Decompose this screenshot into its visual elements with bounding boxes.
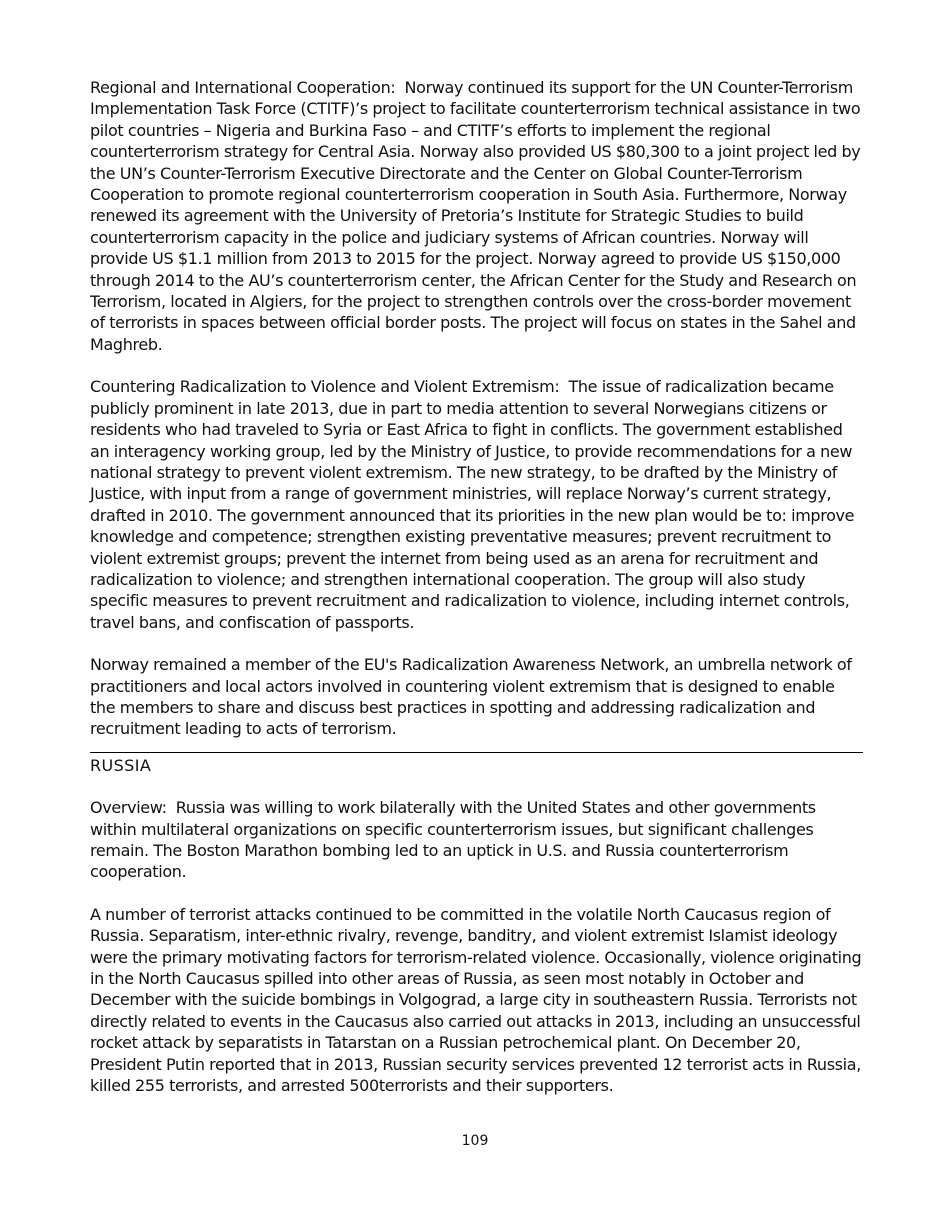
paragraph-radicalization-awareness-network xyxy=(90,654,863,740)
paragraph-spacer xyxy=(90,883,863,904)
paragraph-spacer xyxy=(90,633,863,654)
heading-russia-overview: Overview: xyxy=(90,798,167,818)
paragraph-spacer xyxy=(90,355,863,376)
body-regional-cooperation: Norway continued its support for the UN Counter-Terrorism Implementation Task Force (CTITF)’s project to facilitate counterterrorism technical assistance in two pilot countries – Nigeria and Burkina Faso – and CTITF’s efforts to implement the regional counterterrorism strategy for Central Asia. Norway also provided US $80,300 to a joint project led by the UN’s Counter-Terrorism Executive Directorate and the Center on Global Counter-Terrorism Cooperation to promote regional counterterrorism cooperation in South Asia. Furthermore, Norway renewed its agreement with the University of Pretoria’s Institute for Strategic Studies to build counterterrorism capacity in the police and judiciary systems of African countries. Norway will provide US $1.1 million from 2013 to 2015 for the project. Norway agreed to provide US $150,000 through 2014 to the AU’s counterterrorism center, the African Center for the Study and Research on Terrorism, located in Algiers, for the project to strengthen controls over the cross-border movement of terrorists in spaces between official border posts. The project will focus on states in the Sahel and Maghreb. xyxy=(90,78,861,354)
body-radicalization-awareness-network: Norway remained a member of the EU's Radicalization Awareness Network, an umbrella network of practitioners and local actors involved in countering violent extremism that is designed to enable the members to share and discuss best practices in spotting and addressing radicalization and recruitment leading to acts of terrorism. xyxy=(90,655,852,739)
heading-countering-radicalization: Countering Radicalization to Violence and Violent Extremism: xyxy=(90,377,560,397)
body-russia-attacks: A number of terrorist attacks continued to be committed in the volatile North Caucasus region of Russia. Separatism, inter-ethnic rivalry, revenge, banditry, and violent extremist Islamist ideology were the primary motivating factors for terrorism-related violence. Occasionally, violence originating in the North Caucasus spilled into other areas of Russia, as seen most notably in October and December with the suicide bombings in Volgograd, a large city in southeastern Russia. Terrorists not directly related to events in the Caucasus also carried out attacks in 2013, including an unsuccessful rocket attack by separatists in Tatarstan on a Russian petrochemical plant. On December 20, President Putin reported that in 2013, Russian security services prevented 12 terrorist acts in Russia, killed 255 terrorists, and arrested 500terrorists and their supporters. xyxy=(90,904,862,1096)
body-russia-overview: Russia was willing to work bilaterally with the United States and other governments within multilateral organizations on specific counterterrorism issues, but significant challenges remain. The Boston Marathon bombing led to an uptick in U.S. and Russia counterterrorism cooperation. xyxy=(90,798,816,882)
paragraph-spacer xyxy=(90,776,863,797)
page-number: 109 xyxy=(461,1133,489,1149)
paragraph-countering-radicalization xyxy=(90,376,863,633)
paragraph-russia-attacks xyxy=(90,904,863,1097)
paragraph-russia-overview xyxy=(90,797,863,883)
document-page xyxy=(90,77,863,1096)
section-title-russia: RUSSIA xyxy=(90,755,152,775)
paragraph-regional-cooperation xyxy=(90,77,863,355)
heading-regional-cooperation: Regional and International Cooperation: xyxy=(90,78,396,97)
body-countering-radicalization: The issue of radicalization became publicly prominent in late 2013, due in part to media attention to several Norwegians citizens or residents who had traveled to Syria or East Africa to fight in conflicts. The government established an interagency working group, led by the Ministry of Justice, to provide recommendations for a new national strategy to prevent violent extremism. The new strategy, to be drafted by the Ministry of Justice, with input from a range of government ministries, will replace Norway’s current strategy, drafted in 2010. The government announced that its priorities in the new plan would be to: improve knowledge and competence; strengthen existing preventative measures; prevent recruitment to violent extremist groups; prevent the internet from being used as an arena for recruitment and radicalization to violence; and strengthen international cooperation. The group will also study specific measures to prevent recruitment and radicalization to violence, including internet controls, travel bans, and confiscation of passports. xyxy=(90,377,855,632)
